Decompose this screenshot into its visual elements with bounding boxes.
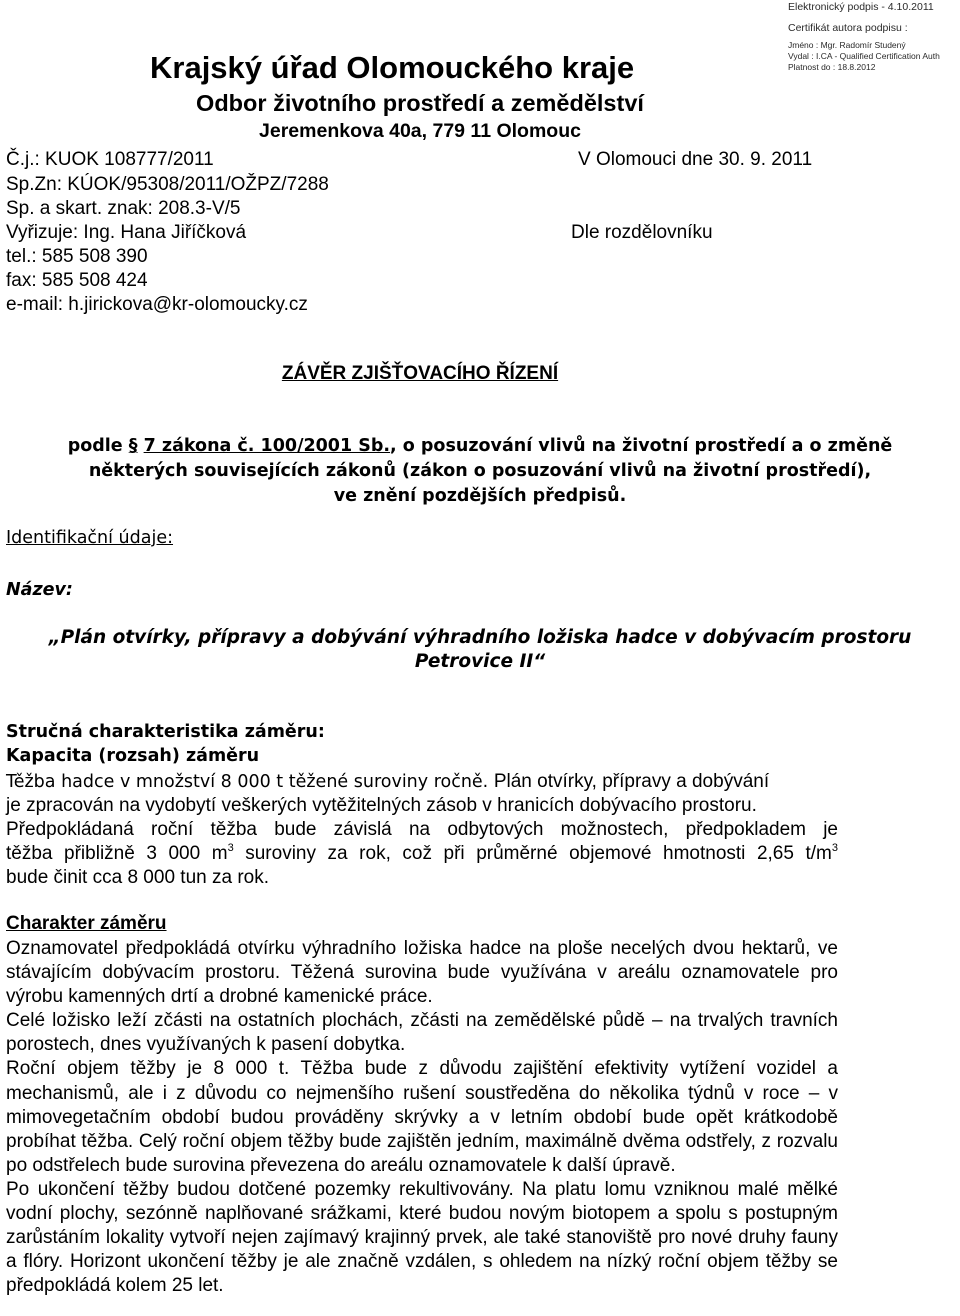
email: e-mail: h.jirickova@kr-olomoucky.cz [6, 294, 308, 315]
signature-cert-label: Certifikát autora podpisu : [788, 22, 908, 34]
reference-number: Č.j.: KUOK 108777/2011 [6, 149, 214, 170]
capacity-text1-rest: Plán otvírky, přípravy a dobývání [493, 771, 770, 792]
signature-validity: Platnost do : 18.8.2012 [788, 62, 876, 72]
handled-by: Vyřizuje: Ing. Hana Jiříčková [6, 222, 247, 243]
character-p2: Celé ložisko leží zčásti na ostatních plochách, zčásti na zemědělské půdě – na trvalých travních porostech, dnes využívaných k pasení dobytka. [6, 1010, 838, 1056]
phone: tel.: 585 508 390 [6, 246, 148, 267]
capacity-line4: těžba přibližně 3 000 $m^3$ suroviny za rok, což při průměrné objemové hmotnosti 2,65 $t/m^3$ [6, 842, 838, 865]
character-p1: Oznamovatel předpokládá otvírku výhradního ložiska hadce na ploše necelých dvou hektarů, ve stávajícím dobývacím prostoru. Těžená surovina bude využívána v areálu oznamovatele pro výrobu kamenných drtí a drobné kamenické práce. [6, 938, 838, 1008]
capacity-line2: je zpracován na vydobytí veškerých vytěžitelných zásob v hranicích dobývacího prostoru. [6, 795, 757, 816]
capacity-paragraph [6, 794, 838, 890]
character-paragraphs [6, 937, 838, 1298]
capacity-line1 [6, 770, 838, 794]
office-address: Jeremenkova 40a, 779 11 Olomouc [259, 120, 581, 142]
signature-date: Elektronický podpis - 4.10.2011 [788, 1, 934, 13]
document-date: V Olomouci dne 30. 9. 2011 [578, 149, 813, 170]
project-name-line2: Petrovice II“ [414, 651, 546, 672]
signature-issuer: Vydal : I.CA - Qualified Certification Auth [788, 51, 940, 61]
department-title: Odbor životního prostředí a zemědělství [196, 90, 644, 116]
project-name [0, 626, 960, 674]
legal-basis-line3: ve znění pozdějších předpisů. [333, 486, 627, 506]
legal-basis [0, 434, 960, 509]
signature-name: Jméno : Mgr. Radomír Studený [788, 40, 906, 50]
law-prefix: podle [67, 436, 123, 456]
recipient: Dle rozdělovníku [571, 222, 713, 243]
legal-basis-line2: některých souvisejících zákonů (zákon o posuzování vlivů na životní prostředí), [88, 461, 872, 481]
identification-heading: Identifikační údaje: [6, 528, 174, 548]
file-mark: Sp.Zn: KÚOK/95308/2011/OŽPZ/7288 [6, 174, 329, 195]
capacity-heading: Kapacita (rozsah) záměru [6, 746, 260, 766]
law-reference: 7 zákona č. 100/2001 Sb. [143, 436, 391, 456]
section-icon: § [128, 436, 138, 456]
capacity-line3: Předpokládaná roční těžba bude závislá na odbytových možnostech, předpokladem je [6, 819, 838, 841]
character-p3: Roční objem těžby je 8 000 t. Těžba bude z důvodu zajištění efektivity vytížení vozidel a mechanismů, ale i z důvodu co nejmenšího rušení soustředěna do několika týdnů v roce – v mimovegetačním období budou prováděny skrývky a v letním období bude opět krátkodobě probíhat těžba. Celý roční objem těžby bude zajištěn jedním, maximálně dvěma odstřely, z rozvalu po odstřelech bude surovina převezena do areálu oznamovatele k další úpravě. [6, 1058, 838, 1176]
characteristics-heading: Stručná charakteristika záměru: [6, 722, 325, 742]
name-label: Název: [6, 580, 73, 600]
fax: fax: 585 508 424 [6, 270, 148, 291]
archive-mark: Sp. a skart. znak: 208.3-V/5 [6, 198, 241, 219]
capacity-line5: bude činit cca 8 000 tun za rok. [6, 867, 269, 889]
capacity-text1: Těžba hadce v množství 8 000 t těžené suroviny ročně. [6, 772, 489, 792]
office-title: Krajský úřad Olomouckého kraje [150, 50, 635, 85]
project-name-line1: „Plán otvírky, přípravy a dobývání výhradního ložiska hadce v dobývacím prostoru [48, 627, 912, 648]
character-p4: Po ukončení těžby budou dotčené pozemky rekultivovány. Na platu lomu vzniknou malé mělké vodní plochy, sezónně naplňované srážkami, které budou novým biotopem a spolu s postupným zarůstáním lokality vytvoří nejen zajímavý krajinný prvek, ale také stanoviště pro nové druhy fauny a flóry. Horizont ukončení těžby je ale značně vzdálen, s ohledem na nízký roční objem těžby se předpokládá kolem 25 let. [6, 1178, 838, 1297]
law-line1-rest: , o posuzování vlivů na životní prostředí a o změně [390, 436, 893, 456]
legal-basis-line1 [0, 434, 960, 459]
decision-title: ZÁVĚR ZJIŠŤOVACÍHO ŘÍZENÍ [281, 363, 559, 384]
character-heading: Charakter záměru [6, 913, 167, 934]
